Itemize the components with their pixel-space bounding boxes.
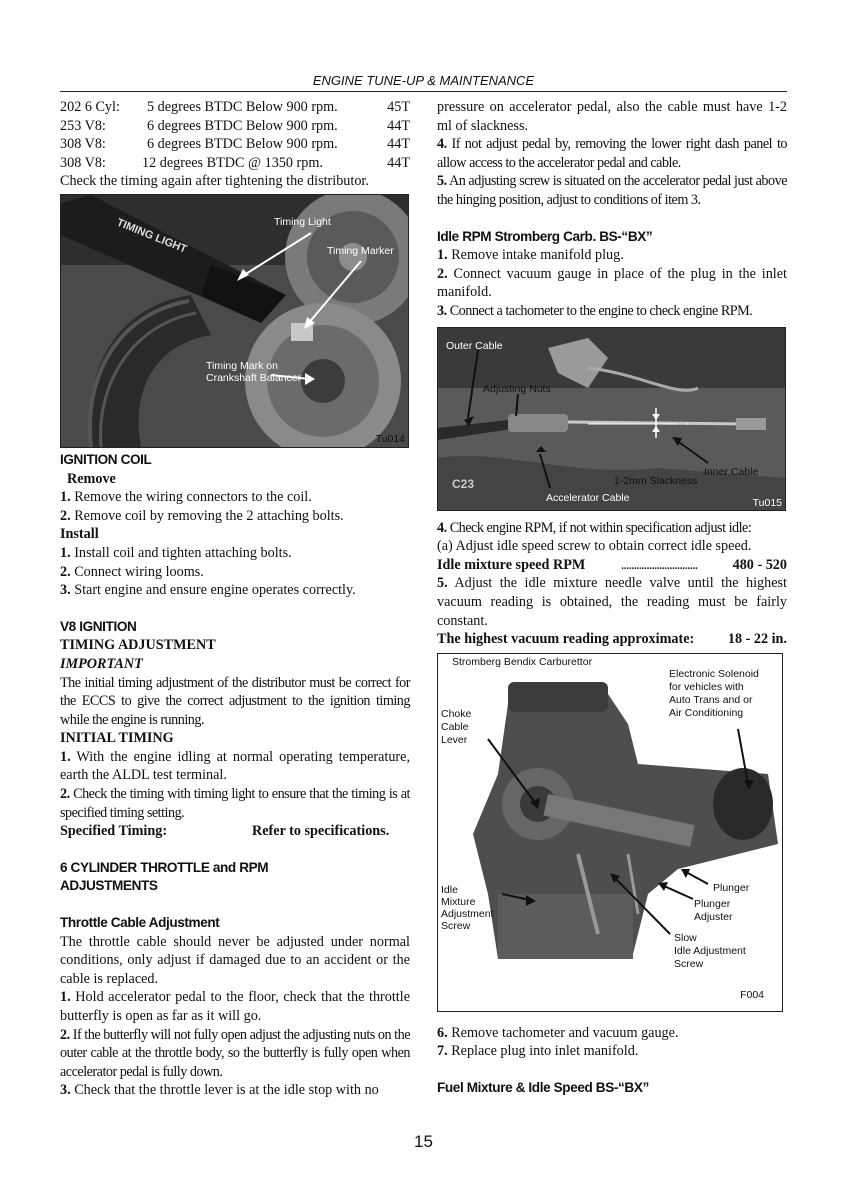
specified-timing-row [60, 822, 410, 841]
engine-cell: 202 6 Cyl: [60, 99, 120, 115]
label-carburettor-title: Stromberg Bendix Carburettor [452, 655, 593, 668]
engine-cell: 253 V8: [60, 117, 106, 134]
label-slackness: 1-2mm Slackness [614, 474, 698, 487]
idle-mix-label: Idle mixture speed RPM [437, 556, 586, 573]
list-item: 1. Remove the wiring connectors to the coil. [60, 489, 312, 506]
timing-adjustment-heading: TIMING ADJUSTMENT [60, 637, 216, 654]
ignition-coil-heading: IGNITION COIL [60, 451, 152, 467]
engine-cell: 308 V8: [60, 136, 106, 153]
label-solenoid-3: Auto Trans and or [669, 693, 753, 706]
stamp-text: C23 [452, 476, 475, 491]
spec-cell: 5 degrees BTDC Below 900 rpm. [147, 99, 338, 115]
list-item: 4. Check engine RPM, if not within specification adjust idle: [437, 519, 752, 536]
code-cell: 44T [387, 117, 410, 134]
accelerator-cable-photo [437, 327, 786, 511]
label-plunger-adjuster-1: Plunger [694, 897, 731, 910]
figure-code: Tu014 [375, 432, 405, 445]
tool-text: TIMING LIGHT [114, 216, 189, 256]
figure-code: Tu015 [752, 496, 782, 509]
code-cell: 44T [387, 154, 410, 171]
figure-code: F004 [740, 988, 764, 1001]
label-slow-idle-2: Idle Adjustment [674, 944, 746, 957]
engine-cell: 308 V8: [60, 154, 106, 171]
continued-text: pressure on accelerator pedal, also the cable must have 1-2 ml of slackness. [437, 99, 787, 134]
label-slow-idle-1: Slow [674, 931, 697, 944]
list-item: 3. Connect a tachometer to the engine to check engine RPM. [437, 302, 753, 319]
idle-rpm-heading: Idle RPM Stromberg Carb. BS-“BX” [437, 228, 653, 244]
spec-label: Specified Timing: [60, 823, 168, 840]
initial-timing-heading: INITIAL TIMING [60, 730, 174, 747]
timing-row [60, 135, 410, 154]
timing-light-illustration [61, 195, 408, 447]
spec-value: Refer to specifications. [252, 823, 390, 840]
list-item: 5. An adjusting screw is situated on the accelerator pedal just above the hinging position, adjust to conditions of item 3. [437, 173, 787, 208]
header-rule [60, 91, 787, 92]
list-item: 3. Start engine and ensure engine operates correctly. [60, 582, 356, 599]
label-timing-light: Timing Light [274, 215, 331, 228]
step-4a-text: (a) Adjust idle speed screw to obtain correct idle speed. [437, 538, 752, 555]
label-accelerator-cable: Accelerator Cable [546, 491, 630, 504]
throttle-intro: The throttle cable should never be adjusted under normal conditions, only adjust if damaged due to an accident or the cable is replaced. [60, 933, 410, 987]
right-column [437, 98, 787, 1097]
spec-cell: 6 degrees BTDC Below 900 rpm. [147, 117, 338, 134]
label-choke-3: Lever [441, 733, 468, 746]
idle-mixture-row [437, 556, 787, 575]
label-inner-cable: Inner Cable [704, 465, 759, 478]
list-item: 3. Check that the throttle lever is at the idle stop with no [60, 1082, 379, 1099]
label-timing-mark-2: Crankshaft Balancer [206, 371, 302, 384]
six-cyl-heading-1: 6 CYLINDER THROTTLE and RPM [60, 859, 269, 875]
label-plunger-adjuster-2: Adjuster [694, 910, 733, 923]
list-item: 2. Remove coil by removing the 2 attaching bolts. [60, 507, 344, 524]
label-idle-mix-1: Idle [441, 883, 458, 896]
timing-row [60, 117, 410, 136]
spec-cell: 12 degrees BTDC @ 1350 rpm. [142, 154, 323, 171]
throttle-cable-heading: Throttle Cable Adjustment [60, 915, 220, 931]
list-item: 1. Install coil and tighten attaching bolts. [60, 544, 292, 561]
code-cell: 44T [387, 136, 410, 153]
page-number: 15 [414, 1132, 433, 1151]
important-heading: IMPORTANT [60, 655, 143, 672]
six-cyl-heading-2: ADJUSTMENTS [60, 878, 158, 894]
accelerator-cable-illustration [438, 328, 785, 510]
label-choke-1: Choke [441, 707, 472, 720]
list-item: 5. Adjust the idle mixture needle valve until the highest vacuum reading is obtained, the reading must be fairly constant. [437, 575, 787, 629]
label-plunger: Plunger [713, 881, 750, 894]
list-item: 1. With the engine idling at normal operating temperature, earth the ALDL test terminal. [60, 748, 410, 784]
left-column [60, 98, 410, 1100]
timing-check-text: Check the timing again after tightening the distributor. [60, 173, 369, 190]
list-item: 2. Connect wiring looms. [60, 563, 204, 580]
spec-cell: 6 degrees BTDC Below 900 rpm. [147, 136, 338, 153]
important-text: The initial timing adjustment of the distributor must be correct for the ECCS to give the correct adjustment to the ignition timing while the engine is running. [60, 674, 410, 728]
code-cell: 45T [387, 99, 410, 115]
carburettor-photo [437, 653, 783, 1012]
label-choke-2: Cable [441, 720, 469, 733]
label-idle-mix-2: Mixture [441, 895, 476, 908]
label-slow-idle-3: Screw [674, 957, 704, 970]
v8-ignition-heading: V8 IGNITION [60, 618, 137, 634]
vacuum-reading-row [437, 630, 787, 649]
list-item: 1. Remove intake manifold plug. [437, 247, 624, 264]
vacuum-value: 18 - 22 in. [727, 631, 787, 648]
timing-table [60, 98, 410, 172]
label-adjusting-nuts: Adjusting Nuts [483, 382, 551, 395]
idle-mix-value: 480 - 520 [732, 556, 787, 573]
list-item: 2. Check the timing with timing light to ensure that the timing is at specified timing setting. [60, 786, 410, 821]
label-solenoid-2: for vehicles with [669, 680, 744, 693]
timing-row [60, 98, 410, 117]
running-header: ENGINE TUNE-UP & MAINTENANCE [312, 73, 535, 88]
label-idle-mix-3: Adjustment [441, 907, 494, 920]
list-item: 2. If the butterfly will not fully open adjust the adjusting nuts on the outer cable at the throttle body, so the butterfly is fully open when accelerator pedal is fully down. [60, 1026, 410, 1080]
label-timing-mark-1: Timing Mark on [206, 359, 278, 372]
label-idle-mix-4: Screw [441, 919, 471, 932]
list-item: 4. If not adjust pedal by, removing the lower right dash panel to allow access to the accelerator pedal and cable. [437, 136, 787, 171]
list-item: 7. Replace plug into inlet manifold. [437, 1043, 639, 1060]
label-solenoid-1: Electronic Solenoid [669, 667, 759, 680]
idle-mix-dots: .............................. [620, 556, 698, 573]
fuel-mixture-heading: Fuel Mixture & Idle Speed BS-“BX” [437, 1079, 649, 1095]
label-outer-cable: Outer Cable [446, 339, 503, 352]
install-heading: Install [60, 526, 99, 543]
label-solenoid-4: Air Conditioning [669, 706, 744, 719]
remove-heading: Remove [67, 470, 116, 487]
list-item: 1. Hold accelerator pedal to the floor, check that the throttle butterfly is open as far as it will go. [60, 989, 410, 1024]
list-item: 6. Remove tachometer and vacuum gauge. [437, 1024, 679, 1041]
list-item: 2. Connect vacuum gauge in place of the plug in the inlet manifold. [437, 265, 787, 301]
vacuum-label: The highest vacuum reading approximate: [437, 631, 695, 648]
timing-row [60, 154, 410, 173]
label-timing-marker: Timing Marker [327, 244, 394, 257]
timing-light-photo [60, 194, 409, 448]
